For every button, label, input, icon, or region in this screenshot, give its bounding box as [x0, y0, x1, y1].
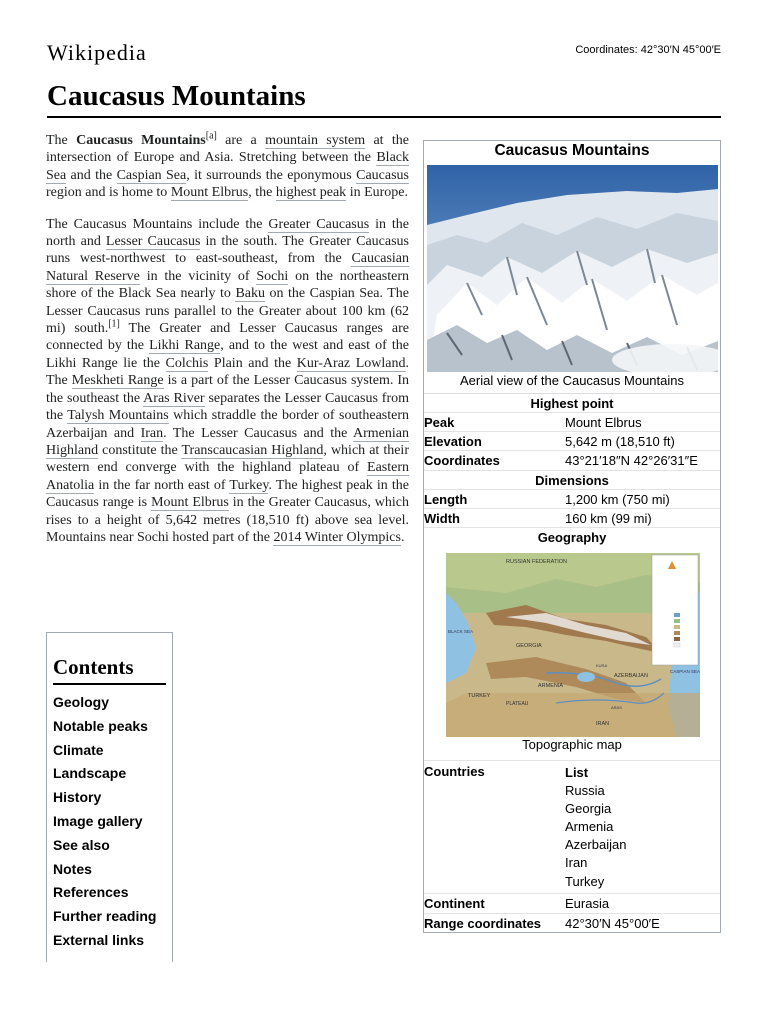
link-2014-winter-olympics[interactable]: 2014 Winter Olympics — [273, 529, 401, 545]
toc-item-notable-peaks[interactable]: Notable peaks — [53, 717, 148, 734]
link-aras-river[interactable]: Aras River — [143, 390, 205, 406]
toc-item-further-reading[interactable]: Further reading — [53, 908, 157, 925]
continent-value[interactable]: Eurasia — [565, 896, 610, 911]
intro-paragraph: The Caucasus Mountains[a] are a mountain system at the intersection of Europe and Asia. Stretching between the Black Sea and the Caspian Sea, it surrounds the eponymous Caucasus region and is home to Mount Elbrus, the highest peak in Europe. — [46, 130, 409, 201]
link-caucasus[interactable]: Caucasus — [356, 167, 409, 183]
table-of-contents — [46, 632, 173, 962]
toc-item-notes[interactable]: Notes — [53, 860, 92, 877]
map-label-kura: KURA — [596, 663, 608, 668]
peak-value[interactable]: Mount Elbrus — [565, 415, 642, 430]
countries-divider — [424, 760, 720, 762]
highest-point-header: Highest point — [530, 396, 614, 411]
width-value: 160 km (99 mi) — [565, 511, 652, 526]
dimensions-header: Dimensions — [535, 473, 609, 488]
toc-title: Contents — [53, 655, 166, 685]
elevation-label[interactable]: Elevation — [424, 434, 482, 449]
country-item: Iran — [565, 855, 588, 871]
infobox-title: Caucasus Mountains — [494, 142, 650, 159]
map-label-russia: RUSSIAN FEDERATION — [506, 559, 568, 565]
country-item: Georgia — [565, 801, 612, 817]
map-legend — [652, 555, 698, 665]
map-label-plateau: PLATEAU — [506, 701, 529, 707]
article-body — [46, 132, 409, 560]
map-lake-sevan — [577, 672, 595, 682]
note-ref-1[interactable]: [1] — [108, 318, 120, 330]
countries-list-head: List — [565, 765, 589, 780]
aerial-photo[interactable] — [427, 165, 718, 372]
elevation-row — [424, 431, 720, 451]
link-kur-araz-lowland[interactable]: Kur-Araz Lowland — [296, 355, 406, 371]
map-label-turkey: TURKEY — [468, 693, 491, 699]
map-label-aras: ARAS — [611, 705, 622, 710]
page-coordinates: Coordinates: 42°30′N 45°00′E — [575, 44, 721, 56]
topographic-map[interactable] — [446, 553, 700, 737]
peak-label: Peak — [424, 415, 455, 430]
length-value: 1,200 km (750 mi) — [565, 492, 670, 507]
toc-item-references[interactable]: References — [53, 884, 129, 901]
range-coordinates-value[interactable]: 42°30′N 45°00′E — [565, 916, 660, 931]
coordinates-row — [424, 450, 720, 470]
map-label-georgia: GEORGIA — [516, 643, 542, 649]
photo-caption: Aerial view of the Caucasus Mountains — [459, 373, 684, 388]
country-item: Azerbaijan — [565, 837, 627, 853]
elevation-value: 5,642 m (18,510 ft) — [565, 434, 675, 449]
toc-item-climate[interactable]: Climate — [53, 741, 104, 758]
link-likhi-range[interactable]: Likhi Range — [149, 338, 221, 354]
infobox — [423, 140, 721, 933]
range-coordinates-row — [424, 913, 720, 933]
map-label-black-sea: BLACK SEA — [448, 629, 474, 634]
link-highest-peak[interactable]: highest peak — [275, 185, 347, 201]
link-meskheti-range[interactable]: Meskheti Range — [71, 373, 164, 389]
toc-item-see-also[interactable]: See also — [53, 836, 110, 853]
geography-paragraph: The Caucasus Mountains include the Greater Caucasus in the north and Lesser Caucasus in the south. The Greater Caucasus runs west-northwest to east-southeast, from the Caucasian Natural Reserve in the vicinity of Sochi on the northeastern shore of the Black Sea nearly to Baku on the Caspian Sea. The Lesser Caucasus runs parallel to the Greater about 100 km (62 mi) south.[1] The Greater and Lesser Caucasus ranges are connected by the Likhi Range, and to the west and east of the Likhi Range lie the Colchis Plain and the Kur-Araz Lowland. The Meskheti Range is a part of the Lesser Caucasus system. In the southeast the Aras River separates the Lesser Caucasus from the Talysh Mountains which straddle the border of southeastern Azerbaijan and Iran. The Lesser Caucasus and the Armenian Highland constitute the Transcaucasian Highland, which at their western end converge with the highland plateau of Eastern Anatolia in the far north east of Turkey. The highest peak in the Caucasus range is Mount Elbrus in the Greater Caucasus, which rises to a height of 5,642 metres (18,510 ft) above sea level. Mountains near Sochi hosted part of the 2014 Winter Olympics. — [46, 216, 410, 545]
coordinates-label[interactable]: Coordinates — [424, 453, 500, 468]
map-label-armenia: ARMENIA — [538, 683, 564, 689]
link-mountain-system[interactable]: mountain system — [265, 133, 366, 148]
link-eastern-anatolia[interactable]: Eastern Anatolia — [46, 460, 409, 493]
toc-item-history[interactable]: History — [53, 789, 102, 806]
length-row — [424, 489, 720, 509]
link-talysh-mountains[interactable]: Talysh Mountains — [67, 408, 169, 424]
map-label-iran: IRAN — [596, 721, 610, 727]
map-caption: Topographic map — [522, 737, 622, 752]
link-black-sea[interactable]: Black Sea — [46, 150, 409, 183]
link-baku[interactable]: Baku — [235, 286, 265, 302]
coordinates-value[interactable]: 43°21′18″N 42°26′31″E — [565, 453, 698, 468]
link-sochi[interactable]: Sochi — [256, 268, 289, 284]
link-armenian-highland[interactable]: Armenian Highland — [46, 425, 409, 458]
peak-row — [424, 412, 720, 432]
country-item: Turkey — [565, 873, 605, 889]
country-item: Russia — [565, 783, 605, 799]
link-transcaucasian-highland[interactable]: Transcaucasian Highland — [181, 442, 324, 458]
toc-item-image-gallery[interactable]: Image gallery — [53, 812, 143, 829]
continent-label: Continent — [424, 896, 485, 911]
countries-label: Countries — [424, 764, 485, 779]
toc-item-external-links[interactable]: External links — [53, 931, 145, 948]
continent-row — [424, 893, 720, 913]
link-caspian-sea[interactable]: Caspian Sea — [116, 167, 187, 183]
link-caucasian-natural-reserve[interactable]: Caucasian Natural Reserve — [46, 251, 409, 284]
link-greater-caucasus[interactable]: Greater Caucasus — [268, 216, 370, 232]
wikipedia-logo[interactable]: Wikipedia — [47, 40, 147, 65]
link-mount-elbrus-2[interactable]: Mount Elbrus — [151, 495, 229, 511]
range-coordinates-label[interactable]: Range coordinates — [424, 916, 542, 931]
page-title: Caucasus Mountains — [47, 78, 721, 118]
toc-item-landscape[interactable]: Landscape — [53, 765, 127, 782]
toc-item-geology[interactable]: Geology — [53, 694, 110, 710]
link-iran[interactable]: Iran — [140, 425, 164, 441]
note-ref-a[interactable]: [a] — [205, 130, 217, 142]
geography-header-row — [424, 527, 720, 547]
width-label: Width — [424, 511, 460, 526]
geography-header: Geography — [537, 530, 607, 545]
map-label-caspian-sea: CASPIAN SEA — [670, 669, 700, 674]
link-turkey[interactable]: Turkey — [229, 477, 269, 493]
link-lesser-caucasus[interactable]: Lesser Caucasus — [105, 234, 201, 250]
width-row — [424, 508, 720, 528]
highest-point-header-row — [424, 393, 720, 413]
subject-bold: Caucasus Mountains — [76, 133, 206, 148]
countries-list — [565, 764, 626, 891]
map-label-azerbaijan: AZERBAIJAN — [614, 673, 648, 679]
dimensions-header-row — [424, 470, 720, 490]
link-colchis[interactable]: Colchis — [165, 355, 209, 371]
country-item: Armenia — [565, 819, 614, 835]
length-label: Length — [424, 492, 468, 507]
link-mount-elbrus[interactable]: Mount Elbrus — [170, 185, 249, 201]
